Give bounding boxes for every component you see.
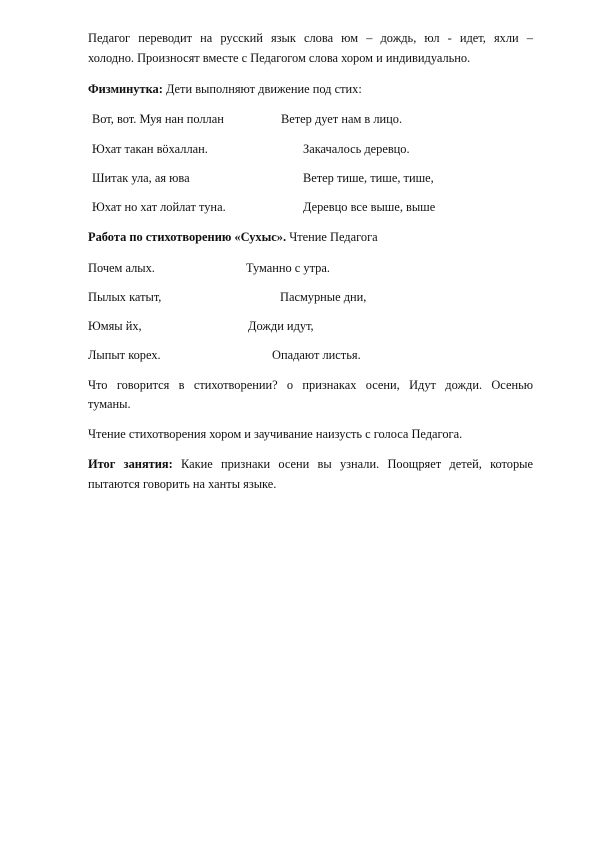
poem-right-2: Пасмурные дни, — [280, 290, 367, 304]
intro-line-1: Педагог переводит на русский язык слова юм – дождь, юл - идет, яхли – — [88, 31, 533, 45]
summary-text: Какие признаки осени вы узнали. Поощряет детей, которые — [172, 457, 533, 471]
verse-right-3: Ветер тише, тише, тише, — [303, 171, 434, 185]
verse-right-2: Закачалось деревцо. — [303, 142, 410, 156]
poem-left-4: Лыпыт корех. — [88, 348, 161, 362]
poem-left-3: Юмяы йх, — [88, 319, 142, 333]
fizminutka-label: Физминутка: — [88, 82, 163, 96]
verse-left-4: Юхат но хат лойлат туна. — [92, 200, 226, 214]
summary-line-2: пытаются говорить на ханты языке. — [88, 477, 277, 491]
verse-right-4: Деревцо все выше, выше — [303, 200, 436, 214]
question-line-1: Что говорится в стихотворении? о признаках осени, Идут дожди. Осенью — [88, 378, 533, 392]
poem-text: Чтение Педагога — [286, 230, 378, 244]
intro-line-2: холодно. Произносят вместе с Педагогом слова хором и индивидуально. — [88, 51, 471, 65]
fizminutka-text: Дети выполняют движение под стих: — [162, 82, 362, 96]
poem-right-3: Дожди идут, — [248, 319, 314, 333]
verse-left-3: Шитак ула, ая юва — [92, 171, 190, 185]
verse-right-1: Ветер дует нам в лицо. — [281, 112, 403, 126]
poem-right-4: Опадают листья. — [272, 348, 361, 362]
question-line-2: туманы. — [88, 397, 131, 411]
poem-left-1: Почем алых. — [88, 261, 155, 275]
poem-right-1: Туманно с утра. — [246, 261, 330, 275]
poem-heading — [88, 229, 378, 245]
summary-line-1 — [88, 456, 533, 472]
verse-left-1: Вот, вот. Муя нан поллан — [92, 112, 224, 126]
choral-reading-line: Чтение стихотворения хором и заучивание наизусть с голоса Педагога. — [88, 427, 463, 441]
poem-left-2: Пылых катыт, — [88, 290, 162, 304]
poem-label: Работа по стихотворению «Сухыс». — [88, 230, 287, 244]
summary-label: Итог занятия: — [88, 457, 173, 471]
verse-left-2: Юхат такан вӧхаллан. — [92, 142, 208, 156]
fizminutka-heading — [88, 81, 362, 97]
